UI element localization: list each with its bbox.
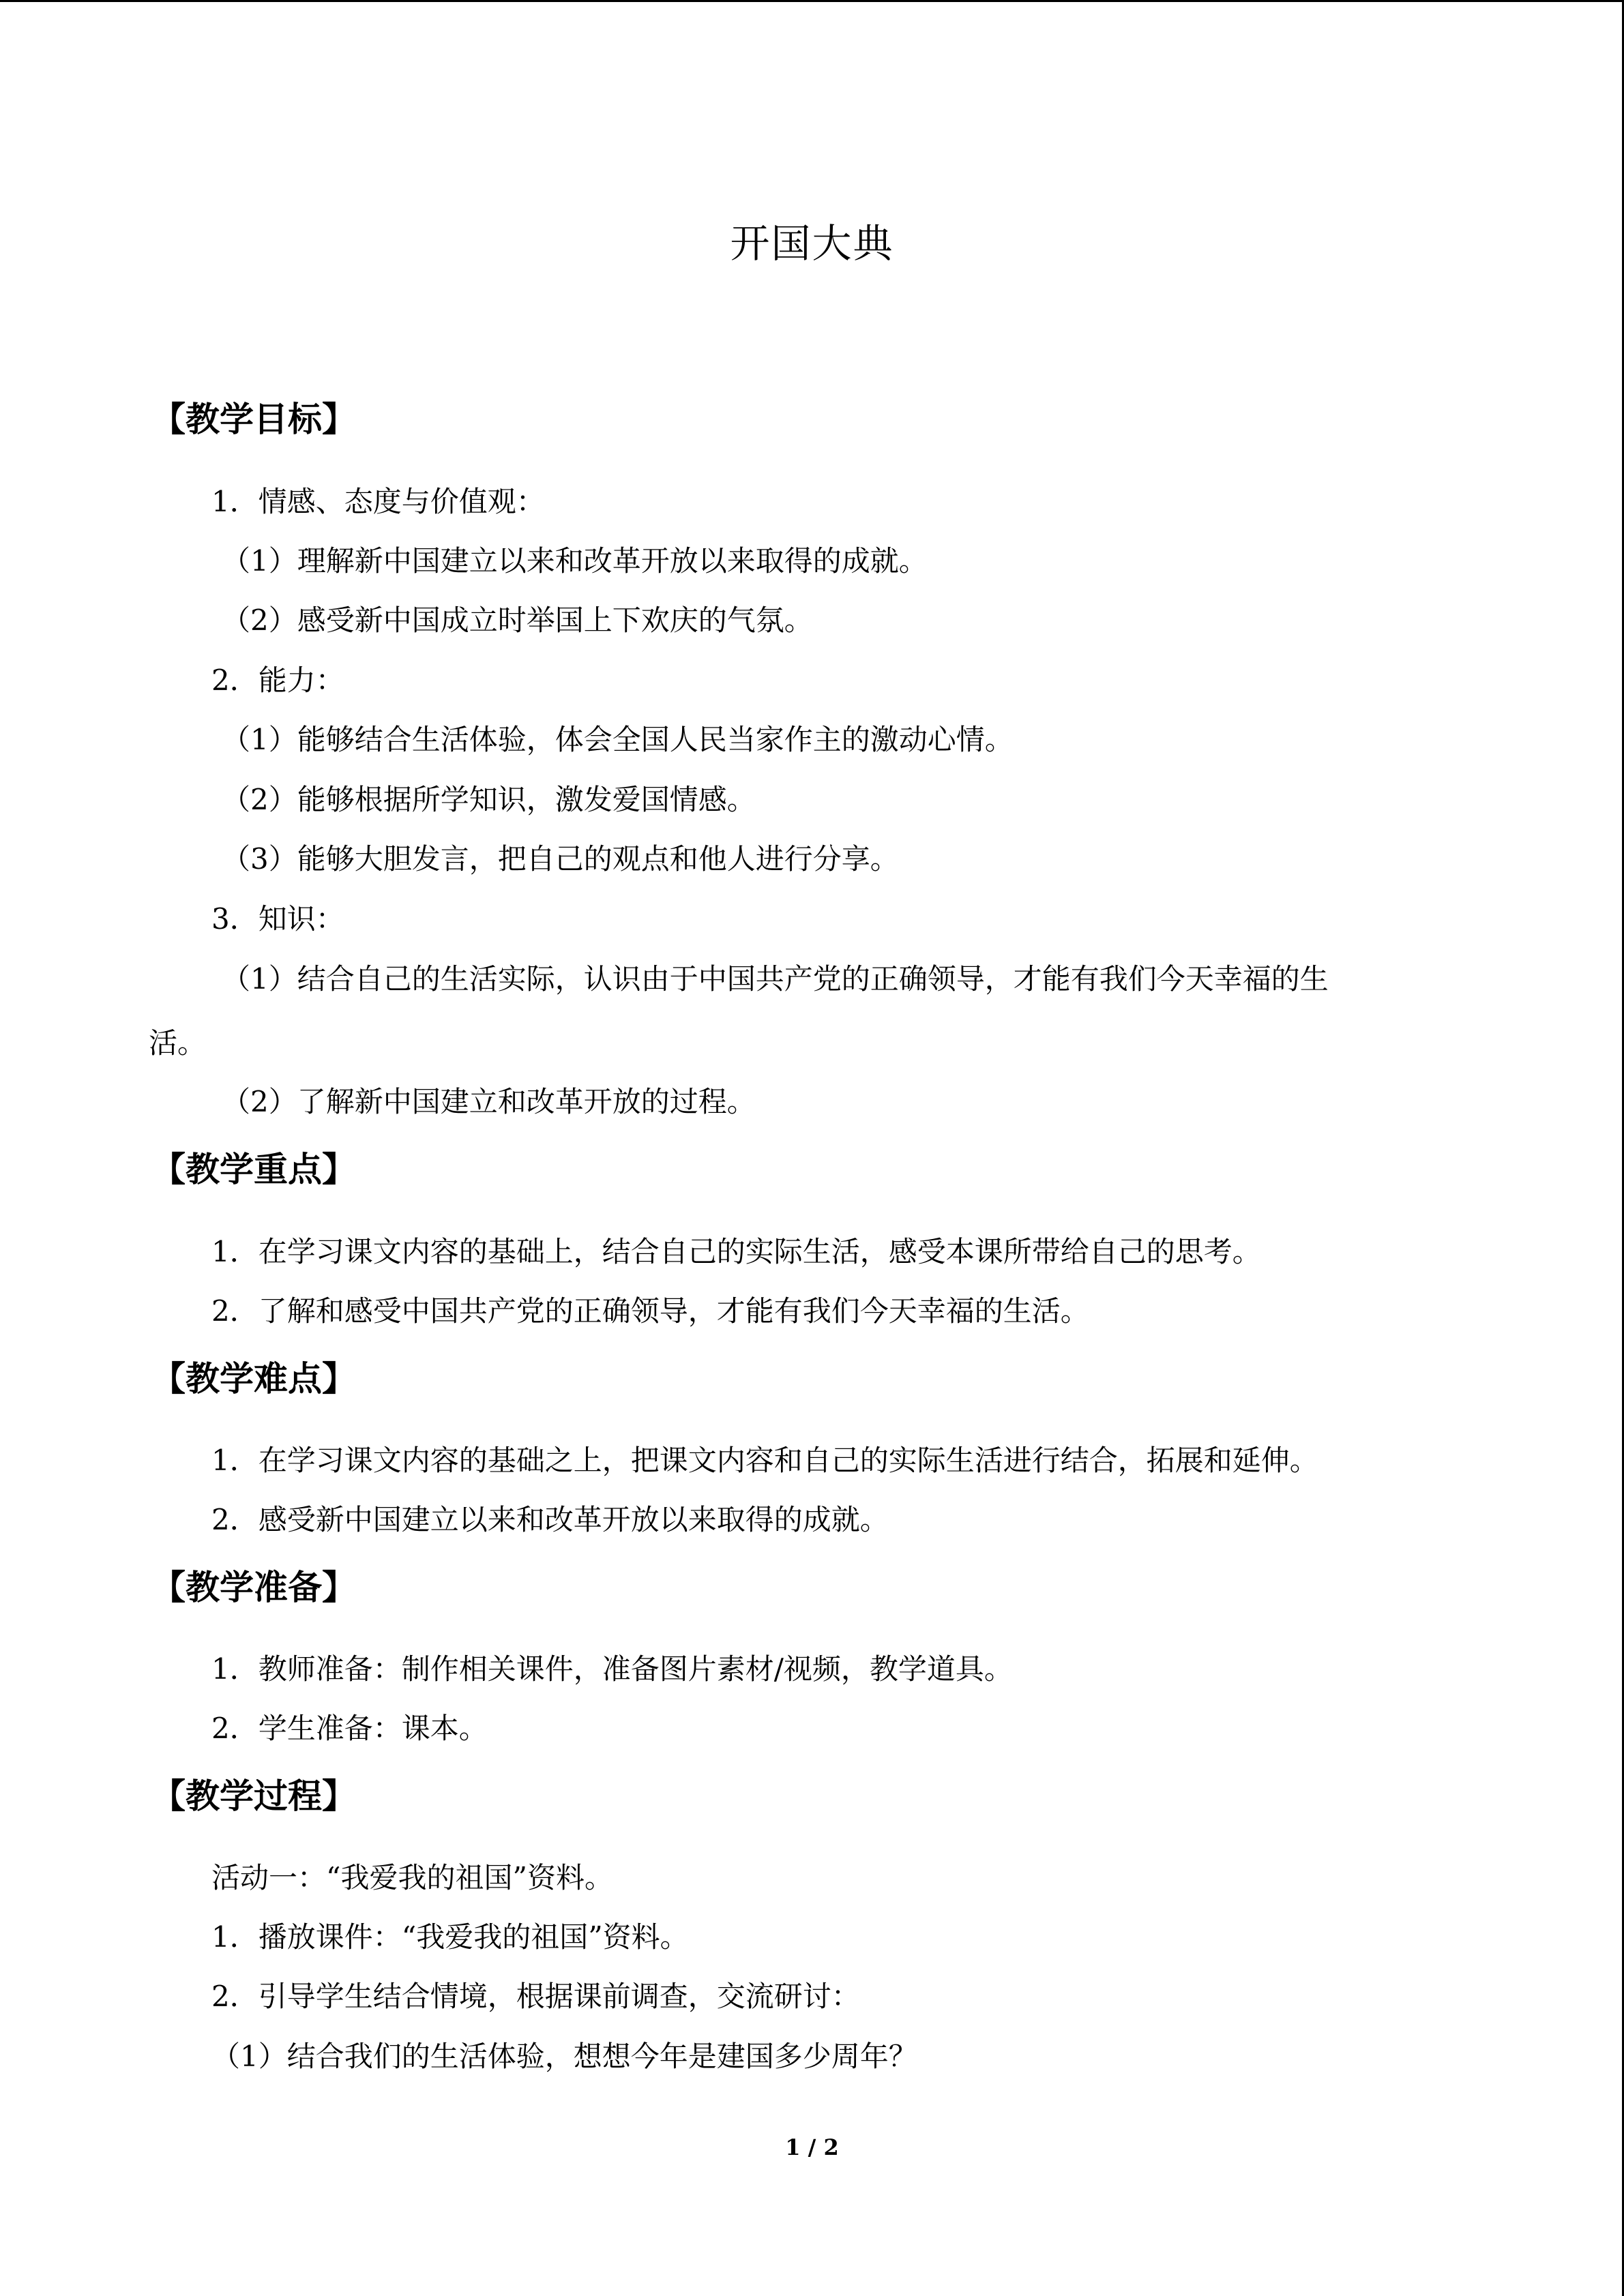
goals-line-7: （3）能够大胆发言，把自己的观点和他人进行分享。 [222,842,899,876]
goals-line-4: 2．能力： [211,664,344,697]
section-heading-difficulties: 【教学难点】 [151,1359,356,1399]
key-points-line-2: 2．了解和感受中国共产党的正确领导，才能有我们今天幸福的生活。 [211,1294,1089,1328]
goals-line-6: （2）能够根据所学知识，激发爱国情感。 [222,783,756,816]
process-line-4: （1）结合我们的生活体验，想想今年是建国多少周年？ [211,2040,917,2073]
process-line-3: 2．引导学生结合情境，根据课前调查，交流研讨： [211,1980,860,2013]
section-heading-key-points: 【教学重点】 [151,1150,356,1189]
process-line-1: 活动一：“我爱我的祖国”资料。 [211,1861,613,1894]
goals-line-8: 3．知识： [211,902,344,936]
goals-line-5: （1）能够结合生活体验，体会全国人民当家作主的激动心情。 [222,723,1014,756]
key-points-line-1: 1．在学习课文内容的基础上，结合自己的实际生活，感受本课所带给自己的思考。 [211,1235,1261,1268]
goals-line-9: （1）结合自己的生活实际，认识由于中国共产党的正确领导，才能有我们今天幸福的生 [222,962,1329,996]
difficulties-line-2: 2．感受新中国建立以来和改革开放以来取得的成就。 [211,1503,889,1536]
document-title: 开国大典 [730,220,894,267]
process-line-2: 1．播放课件：“我爱我的祖国”资料。 [211,1920,689,1954]
page-border-top [0,0,1624,2]
difficulties-line-1: 1．在学习课文内容的基础之上，把课文内容和自己的实际生活进行结合，拓展和延伸。 [211,1444,1318,1477]
section-heading-preparation: 【教学准备】 [151,1568,356,1607]
section-heading-process: 【教学过程】 [151,1776,356,1816]
goals-line-9-continued: 活。 [149,1026,207,1060]
preparation-line-1: 1．教师准备：制作相关课件，准备图片素材/视频，教学道具。 [211,1652,1013,1686]
section-heading-goals: 【教学目标】 [151,400,356,439]
preparation-line-2: 2．学生准备：课本。 [211,1712,488,1745]
goals-line-3: （2）感受新中国成立时举国上下欢庆的气氛。 [222,603,813,637]
goals-line-10: （2）了解新中国建立和改革开放的过程。 [222,1085,756,1118]
page-number: 1 / 2 [785,2134,839,2160]
goals-line-2: （1）理解新中国建立以来和改革开放以来取得的成就。 [222,544,928,578]
goals-line-1: 1．情感、态度与价值观： [211,485,545,518]
